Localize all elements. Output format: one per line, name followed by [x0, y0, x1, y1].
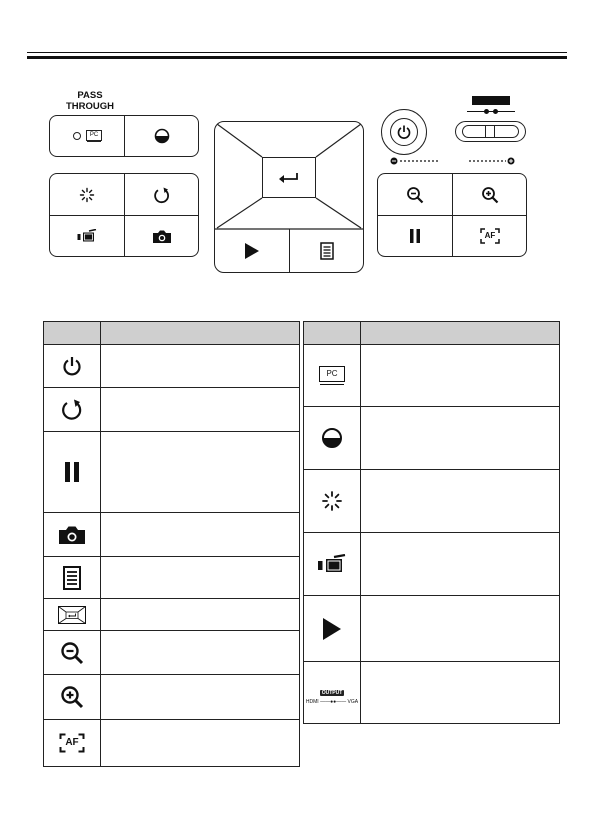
- autofocus-icon: AF: [59, 733, 85, 753]
- enter-icon: [278, 172, 300, 184]
- video-button[interactable]: [50, 216, 124, 256]
- power-icon: [61, 355, 83, 377]
- table-row: [44, 599, 300, 631]
- power-button[interactable]: [381, 109, 427, 155]
- light-button[interactable]: [50, 174, 124, 215]
- zoom-panel: [377, 173, 527, 257]
- table-row: [44, 513, 300, 557]
- pc-icon: PC: [86, 130, 102, 143]
- table-row: [304, 533, 560, 596]
- enter-button[interactable]: [262, 157, 316, 198]
- table-row: [44, 557, 300, 599]
- autofocus-icon: AF: [480, 228, 500, 244]
- zoom-out-icon: [406, 186, 424, 204]
- zoom-out-icon: [60, 641, 84, 665]
- video-camera-icon: [77, 229, 97, 243]
- table-row: [304, 407, 560, 470]
- table-row: [304, 662, 560, 724]
- pause-button[interactable]: [378, 216, 452, 256]
- power-icon: [396, 124, 412, 140]
- table-row: [304, 470, 560, 533]
- menu-icon: [320, 242, 334, 260]
- header-rule-thick: [27, 56, 567, 59]
- pc-button[interactable]: [50, 116, 124, 156]
- autofocus-button[interactable]: [453, 216, 527, 256]
- menu-icon: [63, 566, 81, 590]
- zoom-in-button[interactable]: [453, 174, 527, 215]
- play-icon: [244, 242, 260, 260]
- table-header: [44, 322, 300, 345]
- rotate-icon: [153, 186, 171, 204]
- video-camera-icon: [317, 554, 347, 574]
- table-row: [44, 345, 300, 388]
- zoom-in-icon: [60, 685, 84, 709]
- table-header: [304, 322, 560, 345]
- pause-icon: [64, 461, 80, 483]
- zoom-in-marker: [468, 157, 516, 165]
- navigation-panel: [214, 121, 364, 273]
- table-row: [44, 432, 300, 513]
- play-button[interactable]: [215, 230, 289, 272]
- pc-icon: PC: [319, 366, 345, 386]
- output-switch-marks: [467, 109, 515, 115]
- camera-icon: [152, 229, 172, 244]
- rotate-button[interactable]: [125, 174, 199, 215]
- zoom-in-icon: [481, 186, 499, 204]
- play-icon: [322, 617, 342, 641]
- zoom-out-marker: [390, 157, 440, 165]
- output-switch[interactable]: [455, 121, 526, 142]
- output-switch-knob[interactable]: [485, 125, 495, 138]
- header-rule-thin: [27, 52, 567, 53]
- table-row: [304, 345, 560, 407]
- pass-through-label: PASS THROUGH: [65, 90, 115, 112]
- light-icon: [321, 490, 343, 512]
- contrast-icon: [321, 427, 343, 449]
- table-row: [44, 675, 300, 720]
- rotate-icon: [60, 398, 84, 422]
- enter-icon: [58, 606, 86, 624]
- table-row: [44, 720, 300, 767]
- table-row: [44, 388, 300, 432]
- contrast-button[interactable]: [125, 116, 199, 156]
- zoom-out-button[interactable]: [378, 174, 452, 215]
- pause-icon: [409, 228, 421, 244]
- table-row: [44, 631, 300, 675]
- capture-panel: [49, 173, 199, 257]
- light-icon: [79, 187, 95, 203]
- output-switch-label: [472, 96, 510, 105]
- contrast-icon: [154, 128, 170, 144]
- right-function-table: [303, 321, 560, 724]
- pass-through-panel: [49, 115, 199, 157]
- camera-button[interactable]: [125, 216, 199, 256]
- menu-button[interactable]: [290, 230, 364, 272]
- camera-icon: [58, 525, 86, 545]
- output-switch-icon: OUTPUT HDMI ——●●—— VGA: [305, 689, 359, 705]
- indicator-led-icon: [72, 131, 82, 141]
- table-row: [304, 596, 560, 662]
- left-function-table: [43, 321, 300, 767]
